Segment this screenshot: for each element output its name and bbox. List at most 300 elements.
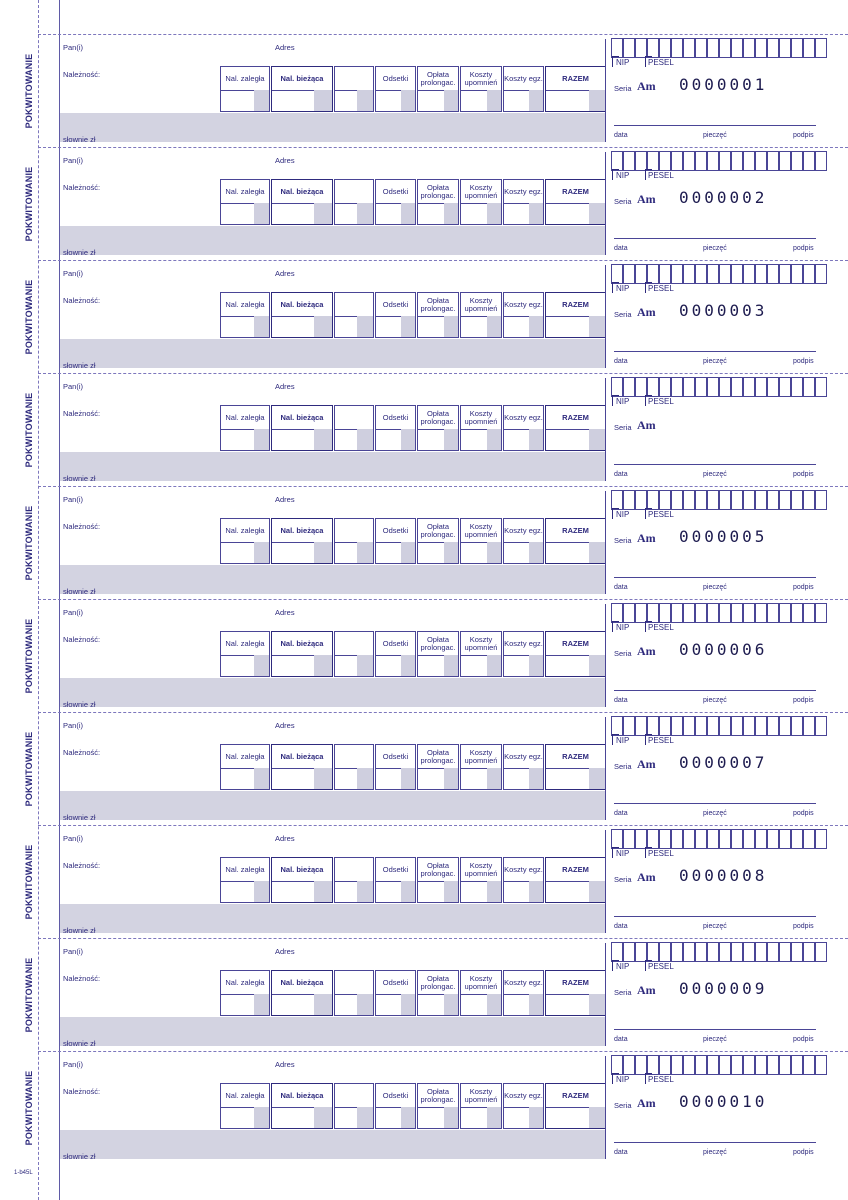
digit-cell[interactable]	[743, 716, 755, 736]
digit-cell[interactable]	[647, 1055, 659, 1075]
amount-cell[interactable]	[417, 857, 459, 903]
digit-cell[interactable]	[659, 377, 671, 397]
digit-cell[interactable]	[707, 603, 719, 623]
amount-cell[interactable]	[460, 744, 502, 790]
amount-cell[interactable]	[503, 744, 544, 790]
digit-cell[interactable]	[683, 829, 695, 849]
digit-cell[interactable]	[635, 716, 647, 736]
amount-cell[interactable]	[334, 631, 374, 677]
digit-cell[interactable]	[647, 490, 659, 510]
naleznosc-label: Należność:	[63, 748, 101, 757]
amount-cell[interactable]	[220, 744, 270, 790]
amount-header: Koszty egz.	[504, 632, 543, 656]
digit-cell[interactable]	[695, 151, 707, 171]
digit-cell[interactable]	[671, 151, 683, 171]
digit-cell[interactable]	[731, 151, 743, 171]
digit-cell[interactable]	[791, 377, 803, 397]
digit-cell[interactable]	[671, 942, 683, 962]
digit-cell[interactable]	[791, 264, 803, 284]
amount-cell[interactable]	[545, 857, 606, 903]
digit-cell[interactable]	[695, 490, 707, 510]
digit-cell[interactable]	[815, 490, 827, 510]
digit-cell[interactable]	[695, 377, 707, 397]
digit-cell[interactable]	[767, 1055, 779, 1075]
digit-cell[interactable]	[743, 377, 755, 397]
amount-cell[interactable]	[503, 179, 544, 225]
digit-cell[interactable]	[671, 829, 683, 849]
digit-cell[interactable]	[683, 603, 695, 623]
digit-cell[interactable]	[635, 490, 647, 510]
digit-cell[interactable]	[719, 603, 731, 623]
amount-cell[interactable]	[271, 405, 333, 451]
amount-cell[interactable]	[503, 1083, 544, 1129]
digit-cell[interactable]	[815, 264, 827, 284]
amount-cell[interactable]	[545, 970, 606, 1016]
slownie-field[interactable]	[60, 791, 605, 820]
amount-cell[interactable]	[417, 179, 459, 225]
digit-cell[interactable]	[659, 38, 671, 58]
amount-cell[interactable]	[460, 857, 502, 903]
digit-cell[interactable]	[707, 716, 719, 736]
digit-cell[interactable]	[647, 377, 659, 397]
digit-cell[interactable]	[707, 264, 719, 284]
digit-cell[interactable]	[779, 603, 791, 623]
amount-shade	[487, 90, 501, 111]
amount-cell[interactable]	[375, 857, 416, 903]
digit-cell[interactable]	[611, 377, 623, 397]
digit-cell[interactable]	[647, 829, 659, 849]
amount-cell[interactable]	[271, 179, 333, 225]
digit-cell[interactable]	[767, 942, 779, 962]
nip-label: NIP	[616, 623, 630, 632]
amount-cell[interactable]	[375, 1083, 416, 1129]
amount-cell[interactable]	[417, 744, 459, 790]
digit-cell[interactable]	[815, 942, 827, 962]
amount-cell[interactable]	[545, 744, 606, 790]
digit-cell[interactable]	[731, 264, 743, 284]
digit-cell[interactable]	[611, 603, 623, 623]
amount-cell[interactable]	[417, 631, 459, 677]
digit-cell[interactable]	[611, 942, 623, 962]
digit-cell[interactable]	[767, 603, 779, 623]
digit-cell[interactable]	[731, 38, 743, 58]
amount-shade	[589, 994, 605, 1015]
digit-cell[interactable]	[635, 377, 647, 397]
digit-cell[interactable]	[815, 829, 827, 849]
digit-cell[interactable]	[803, 829, 815, 849]
digit-cell[interactable]	[743, 38, 755, 58]
digit-cell[interactable]	[683, 716, 695, 736]
digit-cell[interactable]	[815, 151, 827, 171]
digit-cell[interactable]	[743, 829, 755, 849]
nip-pesel-cells[interactable]	[611, 942, 830, 962]
receipt-coupon	[0, 712, 848, 825]
amount-cell[interactable]	[271, 66, 333, 112]
digit-cell[interactable]	[635, 1055, 647, 1075]
amount-cell[interactable]	[460, 970, 502, 1016]
digit-cell[interactable]	[635, 151, 647, 171]
digit-cell[interactable]	[803, 1055, 815, 1075]
digit-cell[interactable]	[719, 716, 731, 736]
nip-pesel-cells[interactable]	[611, 377, 830, 397]
amount-cell[interactable]	[545, 179, 606, 225]
amount-cell[interactable]	[375, 518, 416, 564]
amount-cell[interactable]	[545, 631, 606, 677]
nip-label: NIP	[616, 849, 630, 858]
digit-cell[interactable]	[683, 264, 695, 284]
digit-cell[interactable]	[755, 716, 767, 736]
digit-cell[interactable]	[731, 490, 743, 510]
digit-cell[interactable]	[755, 942, 767, 962]
amount-cell[interactable]	[417, 405, 459, 451]
amount-cell[interactable]	[220, 292, 270, 338]
amount-cell[interactable]	[271, 631, 333, 677]
digit-cell[interactable]	[695, 603, 707, 623]
amount-cell[interactable]	[503, 970, 544, 1016]
nip-pesel-cells[interactable]	[611, 1055, 830, 1075]
digit-cell[interactable]	[671, 264, 683, 284]
digit-cell[interactable]	[779, 38, 791, 58]
digit-cell[interactable]	[635, 38, 647, 58]
nip-pesel-cells[interactable]	[611, 490, 830, 510]
digit-cell[interactable]	[707, 151, 719, 171]
amount-cell[interactable]	[220, 518, 270, 564]
amount-cell[interactable]	[417, 292, 459, 338]
nip-pesel-cells[interactable]	[611, 716, 830, 736]
digit-cell[interactable]	[743, 151, 755, 171]
digit-cell[interactable]	[767, 716, 779, 736]
digit-cell[interactable]	[719, 151, 731, 171]
digit-cell[interactable]	[659, 603, 671, 623]
digit-cell[interactable]	[707, 829, 719, 849]
digit-cell[interactable]	[743, 264, 755, 284]
digit-cell[interactable]	[779, 716, 791, 736]
digit-cell[interactable]	[743, 603, 755, 623]
digit-cell[interactable]	[623, 490, 635, 510]
amount-cell[interactable]	[334, 179, 374, 225]
digit-cell[interactable]	[659, 716, 671, 736]
digit-cell[interactable]	[755, 151, 767, 171]
amount-cell[interactable]	[545, 1083, 606, 1129]
digit-cell[interactable]	[791, 1055, 803, 1075]
digit-cell[interactable]	[731, 829, 743, 849]
digit-cell[interactable]	[683, 1055, 695, 1075]
amount-cell[interactable]	[460, 66, 502, 112]
digit-cell[interactable]	[671, 603, 683, 623]
amount-cell[interactable]	[375, 292, 416, 338]
digit-cell[interactable]	[803, 377, 815, 397]
digit-cell[interactable]	[707, 942, 719, 962]
digit-cell[interactable]	[695, 264, 707, 284]
digit-cell[interactable]	[719, 490, 731, 510]
digit-cell[interactable]	[623, 829, 635, 849]
digit-cell[interactable]	[791, 38, 803, 58]
slownie-field[interactable]	[60, 678, 605, 707]
amount-shade	[487, 429, 501, 450]
seria-value: Am	[637, 870, 656, 884]
digit-cell[interactable]	[695, 716, 707, 736]
amount-cell[interactable]	[271, 970, 333, 1016]
nip-pesel-cells[interactable]	[611, 829, 830, 849]
nip-pesel-cells[interactable]	[611, 264, 830, 284]
digit-cell[interactable]	[623, 377, 635, 397]
digit-cell[interactable]	[719, 1055, 731, 1075]
digit-cell[interactable]	[683, 942, 695, 962]
amount-header: RAZEM	[546, 406, 605, 430]
amount-cell[interactable]	[375, 66, 416, 112]
digit-cell[interactable]	[719, 942, 731, 962]
digit-cell[interactable]	[779, 264, 791, 284]
amount-cell[interactable]	[503, 66, 544, 112]
amount-shade	[589, 429, 605, 450]
amount-shade	[314, 655, 332, 676]
digit-cell[interactable]	[743, 942, 755, 962]
amount-cell[interactable]	[334, 292, 374, 338]
amount-cell[interactable]	[271, 292, 333, 338]
amount-cell[interactable]	[375, 179, 416, 225]
digit-cell[interactable]	[803, 942, 815, 962]
amount-header: Koszty upomnień	[461, 971, 501, 995]
digit-cell[interactable]	[815, 603, 827, 623]
slownie-field[interactable]	[60, 565, 605, 594]
digit-cell[interactable]	[611, 490, 623, 510]
digit-cell[interactable]	[695, 942, 707, 962]
amount-cell[interactable]	[334, 1083, 374, 1129]
amount-cell[interactable]	[545, 292, 606, 338]
slownie-field[interactable]	[60, 452, 605, 481]
digit-cell[interactable]	[803, 264, 815, 284]
digit-cell[interactable]	[743, 1055, 755, 1075]
amount-cell[interactable]	[220, 631, 270, 677]
amount-cell[interactable]	[334, 405, 374, 451]
digit-cell[interactable]	[803, 38, 815, 58]
amount-cell[interactable]	[220, 405, 270, 451]
amount-header: Nal. bieżąca	[272, 632, 332, 656]
amount-cell[interactable]	[271, 1083, 333, 1129]
digit-cell[interactable]	[695, 38, 707, 58]
digit-cell[interactable]	[659, 1055, 671, 1075]
digit-cell[interactable]	[755, 829, 767, 849]
digit-cell[interactable]	[719, 264, 731, 284]
amount-cell[interactable]	[220, 857, 270, 903]
slownie-field[interactable]	[60, 339, 605, 368]
digit-cell[interactable]	[767, 151, 779, 171]
amount-cell[interactable]	[271, 857, 333, 903]
digit-cell[interactable]	[635, 603, 647, 623]
amount-cell[interactable]	[460, 179, 502, 225]
digit-cell[interactable]	[791, 490, 803, 510]
digit-cell[interactable]	[719, 829, 731, 849]
digit-cell[interactable]	[707, 490, 719, 510]
digit-cell[interactable]	[647, 603, 659, 623]
digit-cell[interactable]	[815, 716, 827, 736]
amount-cell[interactable]	[503, 292, 544, 338]
digit-cell[interactable]	[707, 377, 719, 397]
digit-cell[interactable]	[767, 829, 779, 849]
digit-cell[interactable]	[779, 490, 791, 510]
digit-cell[interactable]	[623, 1055, 635, 1075]
digit-cell[interactable]	[707, 38, 719, 58]
digit-cell[interactable]	[635, 829, 647, 849]
digit-cell[interactable]	[683, 151, 695, 171]
amount-cell[interactable]	[334, 518, 374, 564]
digit-cell[interactable]	[731, 716, 743, 736]
digit-cell[interactable]	[683, 38, 695, 58]
digit-cell[interactable]	[779, 942, 791, 962]
digit-cell[interactable]	[755, 1055, 767, 1075]
slownie-field[interactable]	[60, 1130, 605, 1159]
amount-cell[interactable]	[417, 66, 459, 112]
digit-cell[interactable]	[779, 377, 791, 397]
digit-cell[interactable]	[815, 1055, 827, 1075]
amount-header: Koszty egz.	[504, 67, 543, 91]
amount-cell[interactable]	[334, 857, 374, 903]
digit-cell[interactable]	[791, 151, 803, 171]
digit-cell[interactable]	[743, 490, 755, 510]
amount-cell[interactable]	[417, 970, 459, 1016]
digit-cell[interactable]	[659, 151, 671, 171]
digit-cell[interactable]	[623, 603, 635, 623]
digit-cell[interactable]	[623, 716, 635, 736]
digit-cell[interactable]	[659, 829, 671, 849]
amount-cell[interactable]	[271, 518, 333, 564]
amount-cell[interactable]	[503, 405, 544, 451]
naleznosc-label: Należność:	[63, 183, 101, 192]
digit-cell[interactable]	[803, 603, 815, 623]
amount-header: Odsetki	[376, 858, 415, 882]
amount-cell[interactable]	[417, 518, 459, 564]
digit-cell[interactable]	[623, 151, 635, 171]
digit-cell[interactable]	[623, 942, 635, 962]
digit-cell[interactable]	[647, 264, 659, 284]
digit-cell[interactable]	[767, 264, 779, 284]
digit-cell[interactable]	[647, 151, 659, 171]
amount-cell[interactable]	[375, 970, 416, 1016]
amount-cell[interactable]	[375, 631, 416, 677]
digit-cell[interactable]	[779, 151, 791, 171]
slownie-field[interactable]	[60, 904, 605, 933]
digit-cell[interactable]	[803, 490, 815, 510]
digit-cell[interactable]	[671, 716, 683, 736]
digit-cell[interactable]	[815, 38, 827, 58]
digit-cell[interactable]	[635, 942, 647, 962]
digit-cell[interactable]	[731, 603, 743, 623]
digit-cell[interactable]	[611, 829, 623, 849]
slownie-field[interactable]	[60, 113, 605, 142]
digit-cell[interactable]	[623, 264, 635, 284]
digit-cell[interactable]	[767, 377, 779, 397]
digit-cell[interactable]	[671, 38, 683, 58]
digit-cell[interactable]	[707, 1055, 719, 1075]
nip-pesel-cells[interactable]	[611, 151, 830, 171]
slownie-field[interactable]	[60, 1017, 605, 1046]
amount-cell[interactable]	[460, 631, 502, 677]
digit-cell[interactable]	[659, 264, 671, 284]
digit-cell[interactable]	[611, 38, 623, 58]
digit-cell[interactable]	[623, 38, 635, 58]
amount-cell[interactable]	[460, 405, 502, 451]
amount-cell[interactable]	[334, 970, 374, 1016]
digit-cell[interactable]	[755, 38, 767, 58]
digit-cell[interactable]	[767, 490, 779, 510]
digit-cell[interactable]	[659, 942, 671, 962]
amount-cell[interactable]	[460, 518, 502, 564]
digit-cell[interactable]	[731, 1055, 743, 1075]
digit-cell[interactable]	[611, 716, 623, 736]
digit-cell[interactable]	[767, 38, 779, 58]
adres-label: Adres	[275, 834, 295, 843]
amount-cell[interactable]	[334, 744, 374, 790]
digit-cell[interactable]	[683, 490, 695, 510]
digit-cell[interactable]	[659, 490, 671, 510]
digit-cell[interactable]	[791, 603, 803, 623]
nip-pesel-cells[interactable]	[611, 603, 830, 623]
amount-cell[interactable]	[417, 1083, 459, 1129]
slownie-field[interactable]	[60, 226, 605, 255]
digit-cell[interactable]	[803, 716, 815, 736]
amount-cell[interactable]	[460, 1083, 502, 1129]
digit-cell[interactable]	[611, 151, 623, 171]
digit-cell[interactable]	[671, 1055, 683, 1075]
amount-cell[interactable]	[334, 66, 374, 112]
digit-cell[interactable]	[695, 1055, 707, 1075]
digit-cell[interactable]	[755, 603, 767, 623]
digit-cell[interactable]	[611, 1055, 623, 1075]
digit-cell[interactable]	[731, 377, 743, 397]
digit-cell[interactable]	[803, 151, 815, 171]
nip-pesel-cells[interactable]	[611, 38, 830, 58]
digit-cell[interactable]	[635, 264, 647, 284]
digit-cell[interactable]	[719, 38, 731, 58]
amount-cell[interactable]	[503, 631, 544, 677]
amount-cell[interactable]	[375, 405, 416, 451]
digit-cell[interactable]	[671, 490, 683, 510]
amount-cell[interactable]	[545, 405, 606, 451]
digit-cell[interactable]	[779, 1055, 791, 1075]
digit-cell[interactable]	[815, 377, 827, 397]
amount-cell[interactable]	[220, 179, 270, 225]
digit-cell[interactable]	[719, 377, 731, 397]
amount-shade	[487, 655, 501, 676]
amount-shade	[401, 881, 415, 902]
digit-cell[interactable]	[755, 490, 767, 510]
digit-cell[interactable]	[755, 264, 767, 284]
digit-cell[interactable]	[791, 942, 803, 962]
amount-cell[interactable]	[503, 518, 544, 564]
digit-cell[interactable]	[611, 264, 623, 284]
amount-cell[interactable]	[220, 970, 270, 1016]
digit-cell[interactable]	[779, 829, 791, 849]
amount-cell[interactable]	[545, 66, 606, 112]
digit-cell[interactable]	[731, 942, 743, 962]
amount-cell[interactable]	[545, 518, 606, 564]
digit-cell[interactable]	[791, 829, 803, 849]
digit-cell[interactable]	[647, 38, 659, 58]
amount-cell[interactable]	[460, 292, 502, 338]
amount-cell[interactable]	[375, 744, 416, 790]
amount-cell[interactable]	[503, 857, 544, 903]
amount-cell[interactable]	[271, 744, 333, 790]
digit-cell[interactable]	[647, 716, 659, 736]
amount-cell[interactable]	[220, 66, 270, 112]
digit-cell[interactable]	[755, 377, 767, 397]
digit-cell[interactable]	[695, 829, 707, 849]
digit-cell[interactable]	[683, 377, 695, 397]
digit-cell[interactable]	[671, 377, 683, 397]
digit-cell[interactable]	[647, 942, 659, 962]
digit-cell[interactable]	[791, 716, 803, 736]
amount-cell[interactable]	[220, 1083, 270, 1129]
